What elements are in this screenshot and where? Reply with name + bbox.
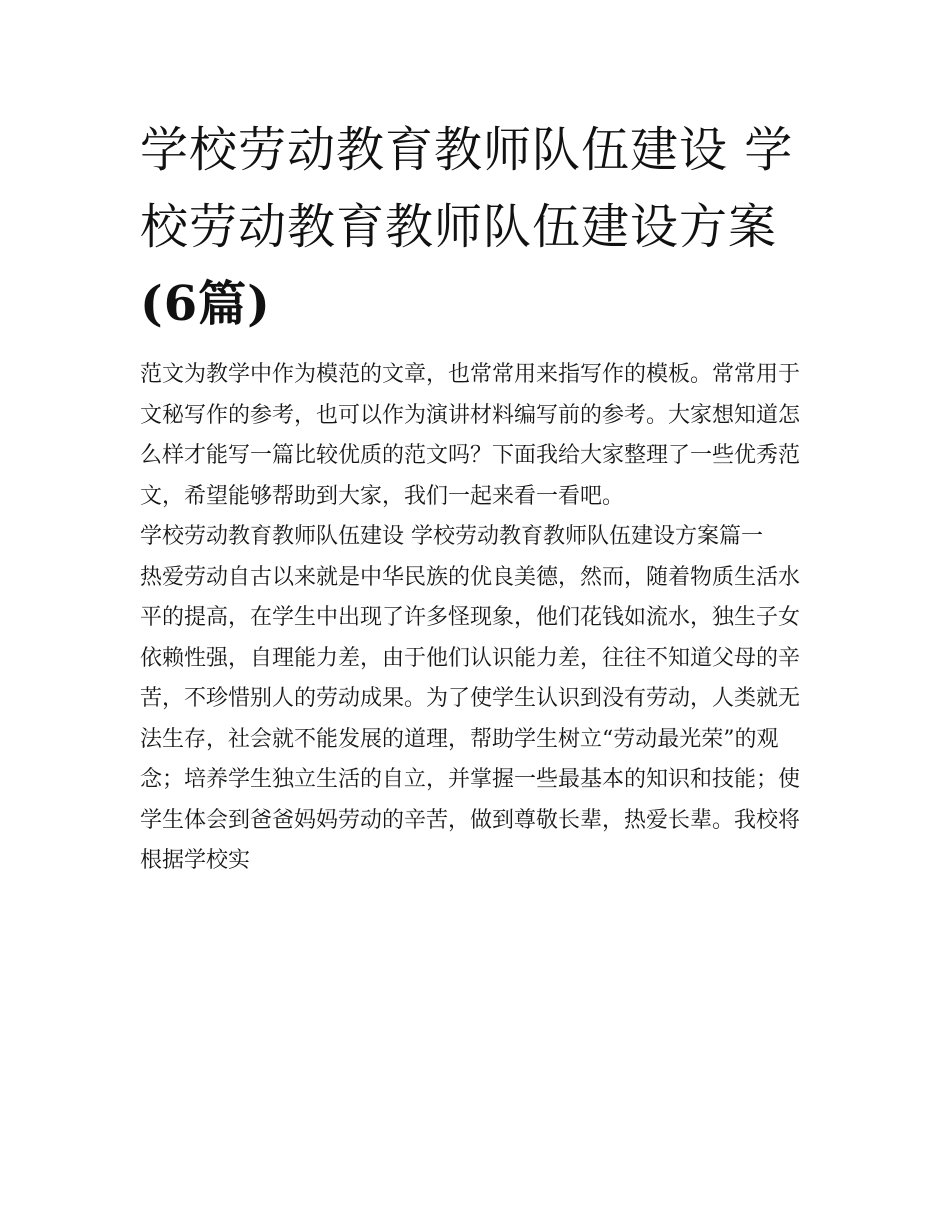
document-title-suffix: (6篇) <box>140 276 271 332</box>
body-paragraph: 热爱劳动自古以来就是中华民族的优良美德，然而，随着物质生活水平的提高，在学生中出现了许多怪现象，他们花钱如流水，独生子女依赖性强，自理能力差，由于他们认识能力差，往往不知道父母的辛苦，不珍惜别人的劳动成果。为了使学生认识到没有劳动，人类就无法生存，社会就不能发展的道理，帮助学生树立“劳动最光荣”的观念；培养学生独立生活的自立，并掌握一些最基本的知识和技能；使学生体会到爸爸妈妈劳动的辛苦，做到尊敬长辈，热爱长辈。我校将根据学校实 <box>140 564 801 873</box>
section-heading: 学校劳动教育教师队伍建设 学校劳动教育教师队伍建设方案篇一 <box>140 524 763 549</box>
intro-paragraph: 范文为教学中作为模范的文章，也常常用来指写作的模板。常常用于文秘写作的参考，也可以作为演讲材料编写前的参考。大家想知道怎么样才能写一篇比较优质的范文吗？下面我给大家整理了一些优秀范文，希望能够帮助到大家，我们一起来看一看吧。 <box>140 362 801 509</box>
document-title-main: 学校劳动教育教师队伍建设 学校劳动教育教师队伍建设方案 <box>140 122 794 255</box>
document-page <box>140 112 815 882</box>
document-title <box>140 112 815 343</box>
